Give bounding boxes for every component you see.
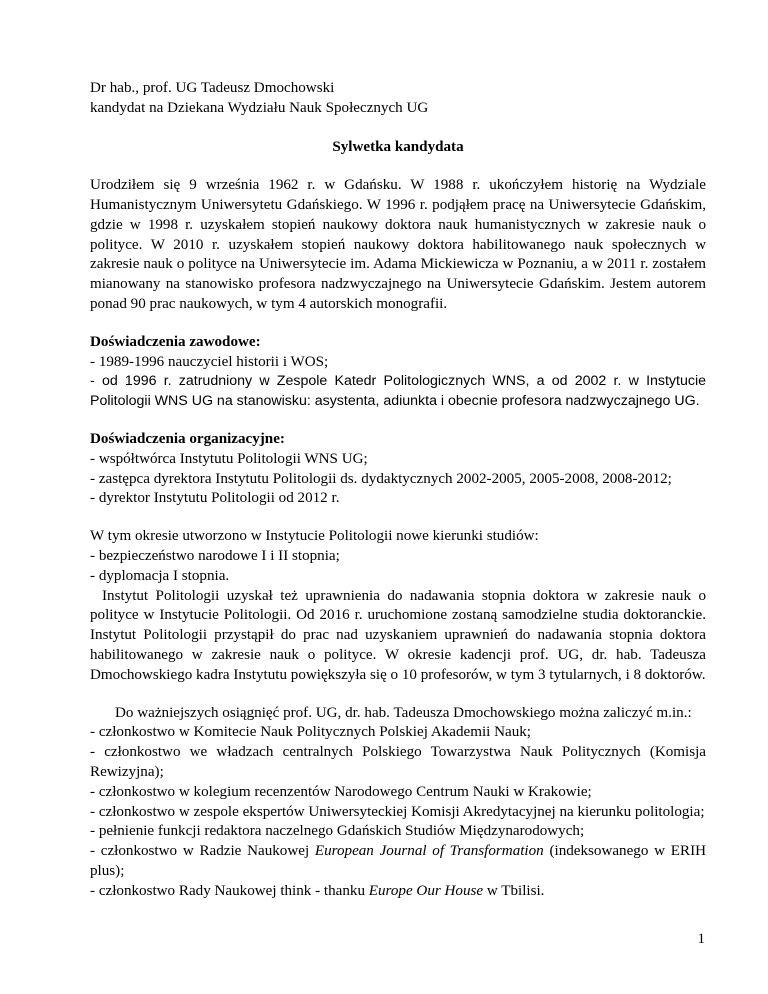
institute-intro: W tym okresie utworzono w Instytucie Politologii nowe kierunki studiów:	[90, 528, 539, 545]
list-item: - 1989-1996 nauczyciel historii i WOS;	[90, 353, 706, 373]
list-item: - współtwórca Instytutu Politologii WNS UG;	[90, 450, 706, 470]
list-item	[90, 882, 706, 902]
document-title: Sylwetka kandydata	[332, 139, 464, 156]
thinktank-pre: członkostwo Rady Naukowej think - thanku	[98, 882, 369, 899]
list-item: - członkostwo w kolegium recenzentów Narodowego Centrum Nauki w Krakowie;	[90, 783, 706, 803]
list-item: - pełnienie funkcji redaktora naczelnego Gdańskich Studiów Międzynarodowych;	[90, 822, 706, 842]
list-item: - członkostwo w zespole ekspertów Uniwersyteckiej Komisji Akredytacyjnej na kierunku politologia;	[90, 803, 706, 823]
journal-pre: członkostwo w Radzie Naukowej	[100, 843, 315, 860]
institute-list	[90, 547, 706, 587]
bio-paragraph: Urodziłem się 9 września 1962 r. w Gdańsku. W 1988 r. ukończyłem historię na Wydziale Humanistycznym Uniwersytetu Gdańskiego. W 1996 r. podjąłem pracę na Uniwersytecie Gdańskim, gdzie w 1998 r. uzyskałem stopień naukowy doktora nauk humanistycznych w zakresie nauk o polityce. W 2010 r. uzyskałem stopień naukowy doktora habilitowanego nauk społecznych w zakresie nauk o polityce na Uniwersytecie im. Adama Mickiewicza w Poznaniu, a w 2011 r. zostałem mianowany na stanowisko profesora nadzwyczajnego na Uniwersytecie Gdańskim. Jestem autorem ponad 90 prac naukowych, w tym 4 autorskich monografii.	[90, 177, 706, 312]
institute-paragraph: Instytut Politologii uzyskał też uprawnienia do nadawania stopnia doktora w zakresie nauk o polityce w Instytucie Politologii. Od 2016 r. uruchomione zostaną samodzielne studia doktoranckie. Instytut Politologii przystąpił do prac nad uzyskaniem uprawnień do nadawania stopnia doktora habilitowanego w zakresie nauk o polityce. W okresie kadencji prof. UG, dr. hab. Tadeusza Dmochowskiego kadra Instytutu powiększyła się o 10 profesorów, w tym 3 tytularnych, i 8 doktorów.	[90, 587, 706, 683]
thinktank-name: Europe Our House	[368, 882, 484, 899]
candidate-name: Dr hab., prof. UG Tadeusz Dmochowski	[90, 80, 335, 96]
achievements-intro: Do ważniejszych osiągnięć prof. UG, dr. hab. Tadeusza Dmochowskiego można zaliczyć m.in.:	[115, 704, 692, 721]
professional-heading: Doświadczenia zawodowe:	[90, 333, 261, 350]
journal-post: (indeksowanego w ERIH plus);	[90, 843, 706, 879]
achievements-list	[90, 723, 706, 901]
list-item: - dyplomacja I stopnia.	[90, 567, 706, 587]
organizational-list	[90, 450, 706, 509]
page-number: 1	[697, 931, 705, 947]
journal-name: European Journal of Transformation	[314, 843, 544, 860]
list-item: - zastępca dyrektora Instytutu Politologii ds. dydaktycznych 2002-2005, 2005-2008, 2008-2012;	[90, 470, 706, 490]
list-item: - członkostwo w Komitecie Nauk Politycznych Polskiej Akademii Nauk;	[90, 723, 706, 743]
list-item: - członkostwo we władzach centralnych Polskiego Towarzystwa Nauk Politycznych (Komisja Rewizyjna);	[90, 743, 706, 783]
candidate-role: kandydat na Dziekana Wydziału Nauk Społecznych UG	[90, 99, 429, 116]
list-item	[90, 842, 706, 882]
list-item: - bezpieczeństwo narodowe I i II stopnia;	[90, 547, 706, 567]
organizational-heading: Doświadczenia organizacyjne:	[90, 430, 285, 447]
list-item: - od 1996 r. zatrudniony w Zespole Katedr Politologicznych WNS, a od 2002 r. w Instytucie Politologii WNS UG na stanowisku: asystenta, adiunkta i obecnie profesora nadzwyczajnego UG.	[90, 372, 706, 412]
thinktank-post: w Tbilisi.	[483, 882, 545, 899]
list-item: - dyrektor Instytutu Politologii od 2012 r.	[90, 489, 706, 509]
professional-list	[90, 353, 706, 412]
